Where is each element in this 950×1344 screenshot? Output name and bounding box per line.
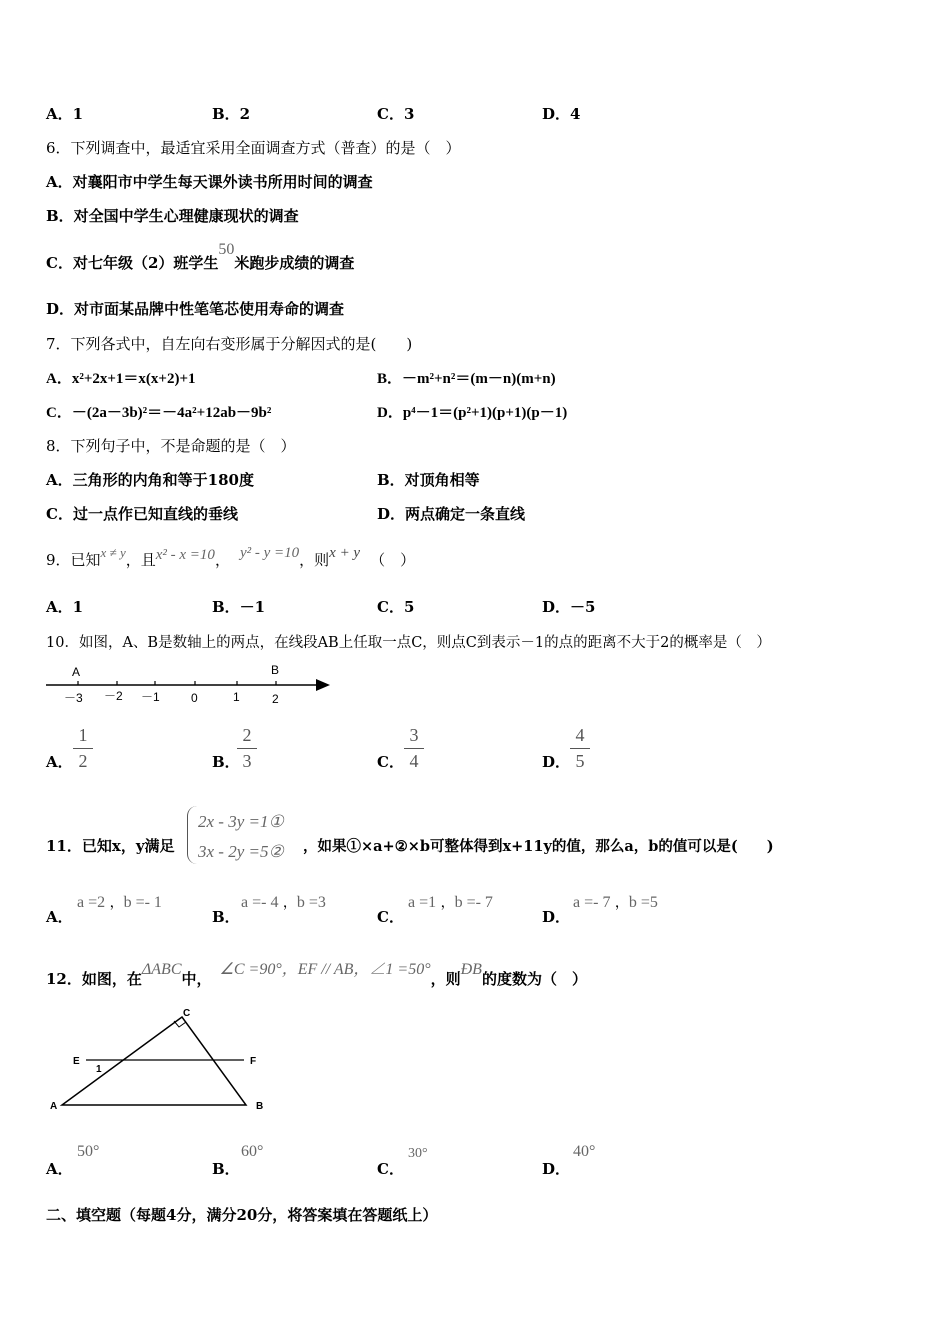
q7-option-a: A．x²+2x+1＝x(x+2)+1 xyxy=(46,371,196,387)
point-f-label: F xyxy=(250,1056,257,1067)
q12-math-3: ÐB xyxy=(460,961,482,978)
q11-option-c-label: C． xyxy=(377,908,404,926)
q6-stem: 6．下列调查中，最适宜采用全面调查方式（普查）的是（ ） xyxy=(46,139,461,157)
point-a-label: A xyxy=(72,665,81,679)
numerator: 1 xyxy=(78,725,88,745)
q8-option-d: D．两点确定一条直线 xyxy=(377,505,526,523)
q5-option-c: C．3 xyxy=(377,105,415,123)
q6-option-a: A．对襄阳市中学生每天课外读书所用时间的调查 xyxy=(46,173,373,191)
vertex-b-label: B xyxy=(256,1101,264,1112)
q7-option-d: D．p⁴－1＝(p²+1)(p+1)(p－1) xyxy=(377,405,568,421)
value-a: a =- 7 xyxy=(573,894,611,911)
q12-stem xyxy=(46,961,587,989)
triangle-figure xyxy=(46,1005,276,1120)
q7-stem: 7．下列各式中，自左向右变形属于分解因式的是( ) xyxy=(46,335,413,353)
q11-option-a-label: A． xyxy=(46,908,73,926)
q7-option-b: B．－m²+n²＝(m－n)(m+n) xyxy=(377,371,556,387)
q9-option-b: B．－1 xyxy=(212,598,266,616)
q6-option-c-num: 50 xyxy=(218,241,235,258)
q5-option-a: A．1 xyxy=(46,105,84,123)
q9-option-a: A．1 xyxy=(46,598,84,616)
numerator: 4 xyxy=(575,725,585,745)
q9-text-2: ，且 xyxy=(125,551,156,569)
q12-math-2: ∠C =90°，EF // AB，∠1 =50° xyxy=(219,961,431,978)
q8-option-b: B．对顶角相等 xyxy=(377,471,480,489)
q12-option-a-label: A． xyxy=(46,1160,73,1178)
q9-text-3: ， xyxy=(214,551,230,569)
q12-text-4: 的度数为（ ） xyxy=(481,970,587,988)
q9-math-4: x + y xyxy=(329,545,361,561)
numerator: 2 xyxy=(242,725,252,745)
section-2-heading: 二、填空题（每题4分，满分20分，将答案填在答题纸上） xyxy=(46,1206,438,1224)
q11-text-1: 11．已知x，y满足 xyxy=(46,837,175,855)
fraction-bar xyxy=(237,748,257,749)
q11-option-a-values: a =2 ，b =- 1 xyxy=(77,894,162,911)
numerator: 3 xyxy=(409,725,419,745)
q5-option-d: D．4 xyxy=(542,105,581,123)
q12-option-b-value: 60° xyxy=(241,1143,264,1160)
q10-stem: 10．如图，A、B是数轴上的两点，在线段AB上任取一点C，则点C到表示－1的点的距离不大于2的概率是（ ） xyxy=(46,635,771,651)
q10-option-b-fraction xyxy=(237,725,257,772)
number-line-figure xyxy=(46,660,336,710)
q12-text-2: 中， xyxy=(181,970,212,988)
q7-option-c: C．－(2a－3b)²＝－4a²+12ab－9b² xyxy=(46,405,272,421)
q11-option-d-label: D． xyxy=(542,908,571,926)
value-a: a =2 xyxy=(77,894,106,911)
q12-option-a-value: 50° xyxy=(77,1143,100,1160)
q11-option-b-values: a =- 4 ，b =3 xyxy=(241,894,326,911)
point-e-label: E xyxy=(73,1056,80,1067)
q6-option-c-pre: C．对七年级（2）班学生 xyxy=(46,254,219,272)
q9-math-3: y² - y =10 xyxy=(239,545,300,561)
tick-label--2: －2 xyxy=(104,689,123,703)
q12-option-c-value: 30° xyxy=(408,1146,428,1161)
q8-stem: 8．下列句子中，不是命题的是（ ） xyxy=(46,437,296,455)
triangle-abc xyxy=(62,1017,246,1105)
q9-option-c: C．5 xyxy=(377,598,415,616)
q10-option-a-fraction xyxy=(73,725,93,772)
q12-math-1: ΔABC xyxy=(141,961,182,978)
angle-1-label: 1 xyxy=(96,1064,102,1075)
q6-option-b: B．对全国中学生心理健康现状的调查 xyxy=(46,207,299,225)
value-a: a =1 xyxy=(408,894,437,911)
equation-2: 3x - 2y =5② xyxy=(198,842,284,861)
q8-option-c: C．过一点作已知直线的垂线 xyxy=(46,505,238,523)
q9-text-1: 9．已知 xyxy=(46,551,101,569)
equation-1: 2x - 3y =1① xyxy=(198,812,284,831)
vertex-c-label: C xyxy=(183,1008,191,1019)
value-b: b =3 xyxy=(296,894,326,911)
q9-math-2: x² - x =10 xyxy=(155,547,215,563)
q5-option-b: B．2 xyxy=(212,105,251,123)
q10-option-d-label: D． xyxy=(542,753,571,771)
denominator: 5 xyxy=(575,751,585,771)
tick-label-0: 0 xyxy=(191,691,198,705)
value-b: b =- 1 xyxy=(123,894,162,911)
denominator: 3 xyxy=(242,751,252,771)
denominator: 4 xyxy=(409,751,419,771)
tick-label-2: 2 xyxy=(272,692,279,706)
fraction-bar xyxy=(73,748,93,749)
tick-label-1: 1 xyxy=(233,690,240,704)
tick-label--3: －3 xyxy=(64,691,83,705)
fraction-bar xyxy=(404,748,424,749)
q6-option-c-post: 米跑步成绩的调查 xyxy=(234,254,355,272)
q12-option-c-label: C． xyxy=(377,1160,404,1178)
q11-text-2: ，如果①×a+②×b可整体得到x+11y的值，那么a，b的值可以是( ) xyxy=(303,838,774,855)
q12-text-1: 12．如图，在 xyxy=(46,970,142,988)
q10-option-a-label: A． xyxy=(46,753,73,771)
vertex-a-label: A xyxy=(50,1101,58,1112)
q11-option-c-values: a =1 ，b =- 7 xyxy=(408,894,493,911)
q9-option-d: D．－5 xyxy=(542,598,596,616)
fraction-bar xyxy=(570,748,590,749)
q10-option-d-fraction xyxy=(570,725,590,772)
q6-option-d: D．对市面某品牌中性笔笔芯使用寿命的调查 xyxy=(46,300,345,318)
value-b: b =- 7 xyxy=(454,894,493,911)
q11-stem xyxy=(46,835,175,856)
q9-math-1: x ≠ y xyxy=(100,545,126,560)
denominator: 2 xyxy=(78,751,88,771)
value-a: a =- 4 xyxy=(241,894,279,911)
q11-option-d-values: a =- 7 ，b =5 xyxy=(573,894,658,911)
q10-option-c-fraction xyxy=(404,725,424,772)
value-b: b =5 xyxy=(628,894,658,911)
q10-option-c-label: C． xyxy=(377,753,404,771)
q12-option-d-label: D． xyxy=(542,1160,571,1178)
point-b-label: B xyxy=(271,663,280,677)
q8-option-a: A．三角形的内角和等于180度 xyxy=(46,471,254,489)
q10-option-b-label: B． xyxy=(212,753,240,771)
q12-option-b-label: B． xyxy=(212,1160,240,1178)
q9-stem xyxy=(46,545,416,570)
q6-option-c xyxy=(46,241,355,273)
number-line-arrow xyxy=(316,679,330,691)
q9-text-4: ，则 xyxy=(299,551,330,569)
q12-option-d-value: 40° xyxy=(573,1143,596,1160)
q9-text-5: （ ） xyxy=(370,551,416,569)
q12-text-3: ，则 xyxy=(430,970,461,988)
tick-label--1: －1 xyxy=(141,690,160,704)
q11-option-b-label: B． xyxy=(212,908,240,926)
